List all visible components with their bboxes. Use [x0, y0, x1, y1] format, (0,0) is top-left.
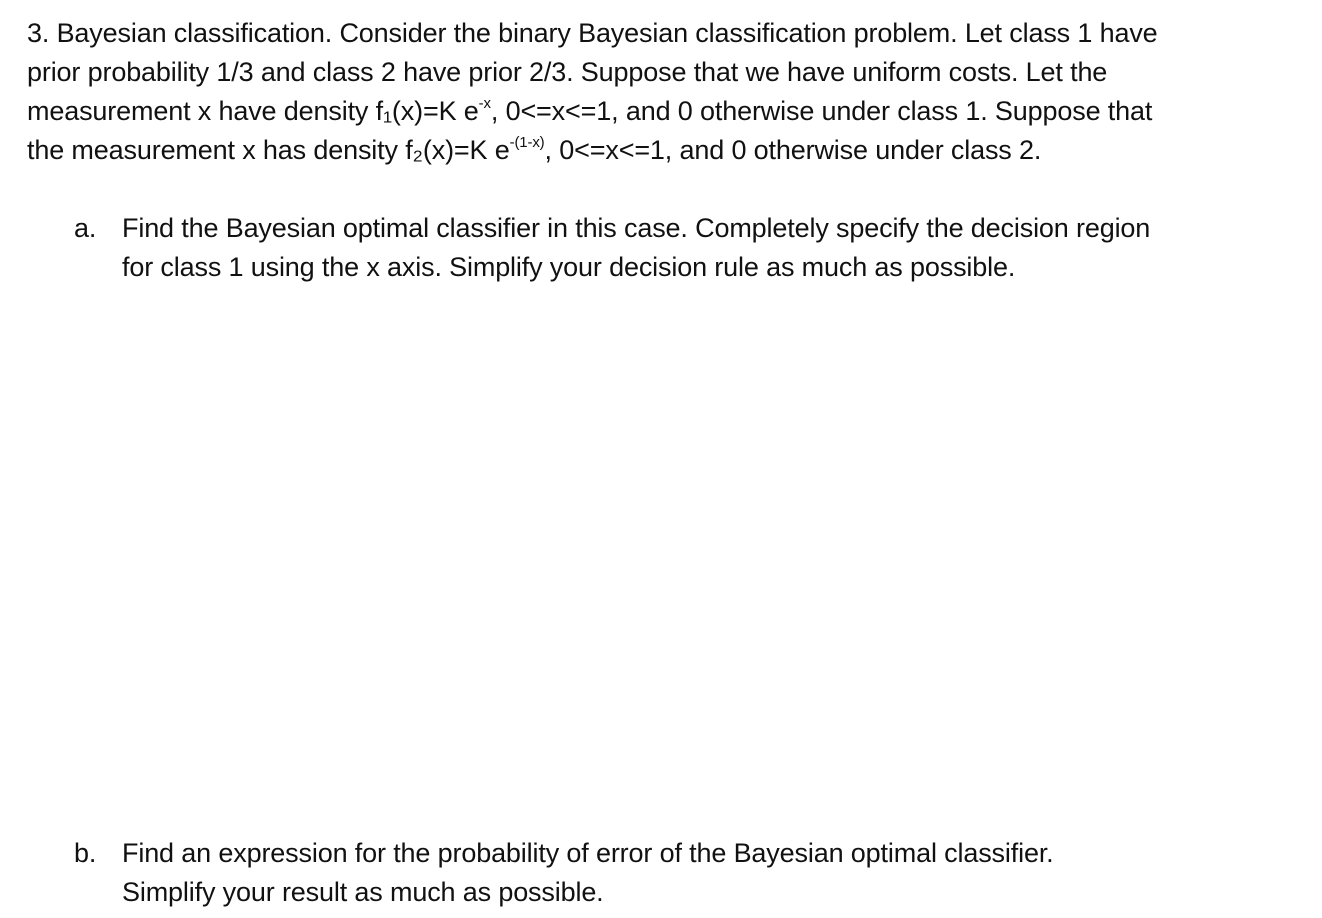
problem-line-2: prior probability 1/3 and class 2 have prior 2/3. Suppose that we have uniform costs. Let the [27, 57, 1108, 87]
part-b-body [122, 834, 1292, 912]
problem-statement [27, 14, 1307, 170]
class2-density-text: the measurement x has density f₂(x)=K e [27, 135, 510, 165]
class1-density-exponent: -x [478, 95, 491, 112]
part-a-line-2: for class 1 using the x axis. Simplify your decision rule as much as possible. [122, 252, 1016, 282]
part-a-line-1: Find the Bayesian optimal classifier in this case. Completely specify the decision region [122, 213, 1151, 243]
part-b-marker: b. [74, 838, 97, 868]
class1-density-text: measurement x have density f₁(x)=K e [27, 96, 479, 126]
problem-line-4 [27, 131, 1307, 170]
class2-density-rest: , 0<=x<=1, and 0 otherwise under class 2. [544, 135, 1042, 165]
part-a-body [122, 209, 1292, 287]
problem-line-3 [27, 92, 1307, 131]
part-b-line-2: Simplify your result as much as possible. [122, 877, 604, 907]
part-a-marker: a. [74, 213, 97, 243]
part-b-line-1: Find an expression for the probability of error of the Bayesian optimal classifier. [122, 838, 1054, 868]
class2-density-exponent: -(1-x) [509, 134, 545, 151]
class1-density-rest: , 0<=x<=1, and 0 otherwise under class 1. Suppose that [490, 96, 1153, 126]
problem-line-1: 3. Bayesian classification. Consider the binary Bayesian classification problem. Let class 1 have [27, 18, 1158, 48]
